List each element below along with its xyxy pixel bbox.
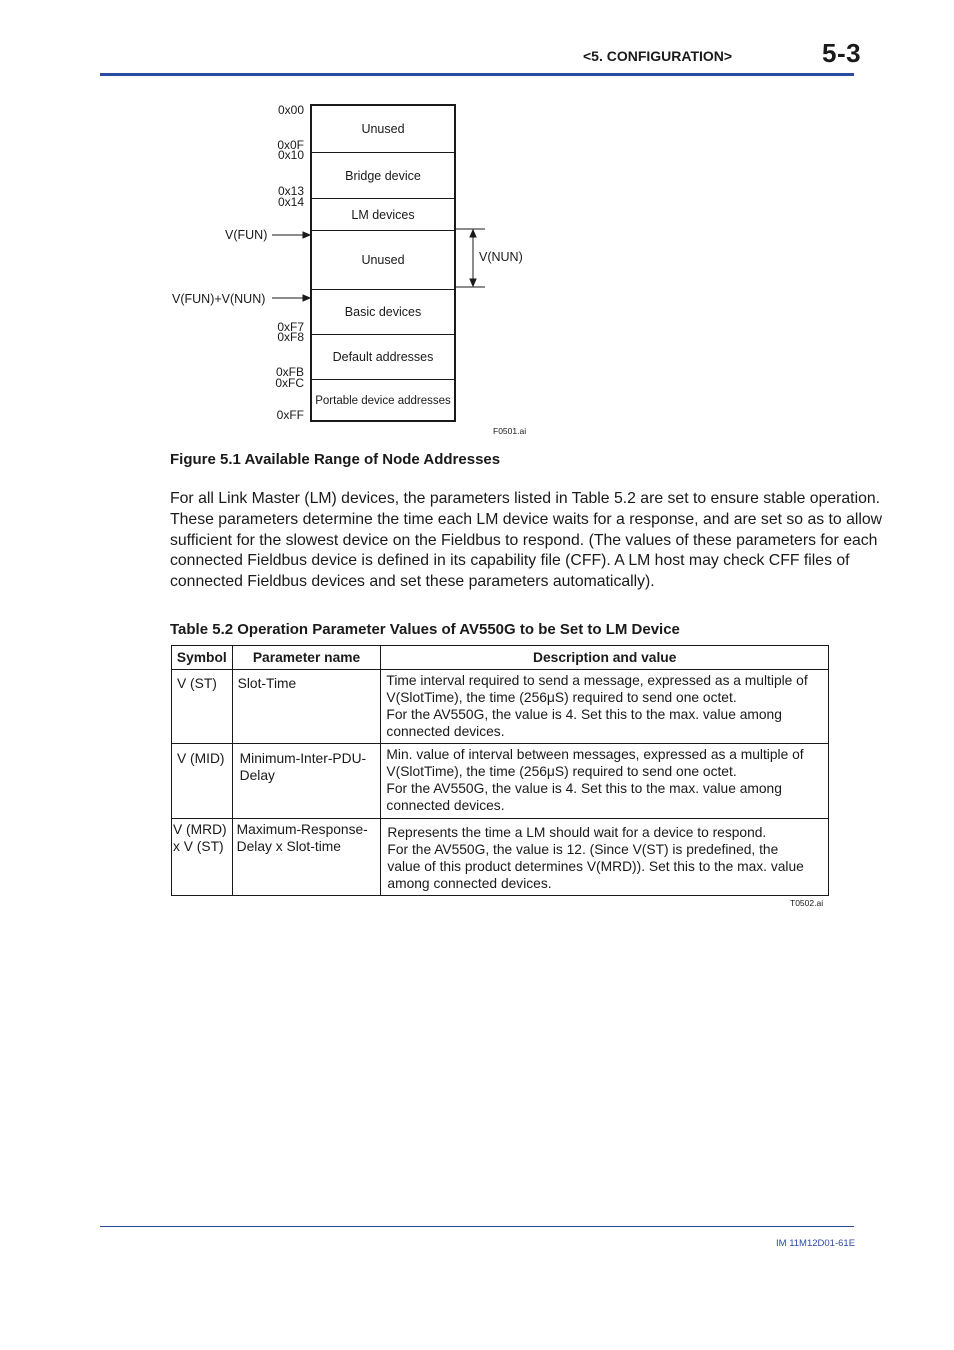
header-parameter-name: Parameter name	[232, 646, 381, 670]
cell-line: among connected devices.	[387, 876, 552, 891]
region-default-addresses: Default addresses	[312, 334, 454, 379]
v-nun-arrow-down	[470, 279, 476, 286]
address-label: 0xFC	[275, 376, 304, 390]
paragraph-line: These parameters determine the time each LM device waits for a response, and are set so as to allow	[170, 510, 883, 528]
cell-line: Time interval required to send a message, expressed as a multiple of	[386, 673, 808, 688]
span-label-v-nun: V(NUN)	[479, 250, 523, 264]
symbol-cell	[172, 819, 233, 896]
address-label: 0x00	[277, 103, 304, 117]
paragraph-line: sufficient for the slowest device on the Fieldbus to respond. (The values of these parameters for each	[170, 531, 878, 549]
cell-line: Maximum-Response-	[236, 822, 368, 837]
cell-line: For the AV550G, the value is 4. Set this to the max. value among	[386, 707, 782, 722]
cell-line: connected devices.	[386, 724, 505, 739]
table-file-id: T0502.ai	[790, 898, 824, 908]
table-row	[172, 819, 829, 896]
address-label: 0xFF	[276, 408, 304, 422]
address-label: 0x13	[277, 184, 304, 198]
table-row	[172, 670, 829, 744]
address-label: 0x10	[277, 148, 304, 162]
parameter-cell	[232, 819, 381, 896]
address-label: 0x14	[277, 195, 304, 209]
address-label: 0xFB	[275, 365, 304, 379]
body-paragraph	[170, 489, 883, 593]
v-fun-nun-arrow-head	[303, 295, 310, 301]
v-nun-arrow-up	[470, 230, 476, 237]
address-label: 0x0F	[277, 138, 304, 152]
region-basic-devices: Basic devices	[312, 289, 454, 334]
footer-document-number: IM 11M12D01-61E	[776, 1238, 856, 1249]
cell-line: V (MRD)	[173, 822, 227, 837]
cell-line: x V (ST)	[173, 839, 224, 854]
region-unused-nun: Unused	[312, 230, 454, 289]
pointer-label-v-fun-nun: V(FUN)+V(NUN)	[172, 292, 266, 306]
region-unused-low: Unused	[361, 122, 405, 136]
description-cell	[381, 819, 829, 896]
paragraph-line: connected Fieldbus device is defined in its capability file (CFF). A LM host may check CFF files of	[170, 552, 850, 570]
cell-line: Represents the time a LM should wait for a device to respond.	[387, 825, 767, 840]
address-label: 0xF8	[277, 330, 304, 344]
cell-line: Minimum-Inter-PDU-	[239, 751, 367, 766]
parameter-cell	[232, 744, 381, 819]
page-number: 5-3	[822, 38, 862, 68]
cell-line: Min. value of interval between messages, expressed as a multiple of	[386, 747, 804, 762]
figure-file-id: F0501.ai	[493, 426, 527, 436]
cell-line: connected devices.	[386, 798, 505, 813]
cell-line: V(SlotTime), the time (256μS) required to send one octet.	[386, 690, 737, 705]
description-cell	[381, 670, 829, 744]
symbol-cell	[172, 670, 233, 744]
parameter-table	[171, 645, 829, 896]
pointer-label-v-fun: V(FUN)	[225, 228, 268, 242]
header-section-title: <5. CONFIGURATION>	[583, 48, 733, 64]
symbol-cell	[172, 744, 233, 819]
table-row	[172, 744, 829, 819]
region-lm-devices: LM devices	[312, 198, 454, 230]
cell-line: For the AV550G, the value is 12. (Since V(ST) is predefined, the	[387, 842, 779, 857]
cell-line: For the AV550G, the value is 4. Set this to the max. value among	[386, 781, 782, 796]
header-symbol: Symbol	[172, 646, 233, 670]
cell-line: Delay x Slot-time	[236, 839, 341, 854]
cell-line: V (MID)	[177, 751, 225, 766]
region-bridge-device: Bridge device	[312, 152, 454, 198]
diagram-arrows	[0, 0, 954, 450]
header-description: Description and value	[381, 646, 829, 670]
cell-line: value of this product determines V(MRD)). Set this to the max. value	[387, 859, 804, 874]
footer-rule	[100, 1226, 854, 1227]
cell-line: Delay	[239, 768, 275, 783]
cell-line: V(SlotTime), the time (256μS) required to send one octet.	[386, 764, 737, 779]
cell-line: V (ST)	[177, 676, 217, 691]
table-header-row	[172, 646, 829, 670]
paragraph-line: connected Fieldbus devices and set these parameters automatically).	[170, 573, 655, 591]
parameter-cell	[232, 670, 381, 744]
region-portable-device-addresses: Portable device addresses	[312, 379, 454, 422]
figure-caption: Figure 5.1 Available Range of Node Addresses	[170, 451, 501, 468]
paragraph-line: For all Link Master (LM) devices, the parameters listed in Table 5.2 are set to ensure stable operation.	[170, 490, 881, 507]
cell-line: Slot-Time	[237, 676, 297, 691]
description-cell	[381, 744, 829, 819]
address-label: 0xF7	[277, 320, 304, 334]
table-title: Table 5.2 Operation Parameter Values of AV550G to be Set to LM Device	[170, 621, 680, 638]
v-fun-arrow-head	[303, 232, 310, 238]
